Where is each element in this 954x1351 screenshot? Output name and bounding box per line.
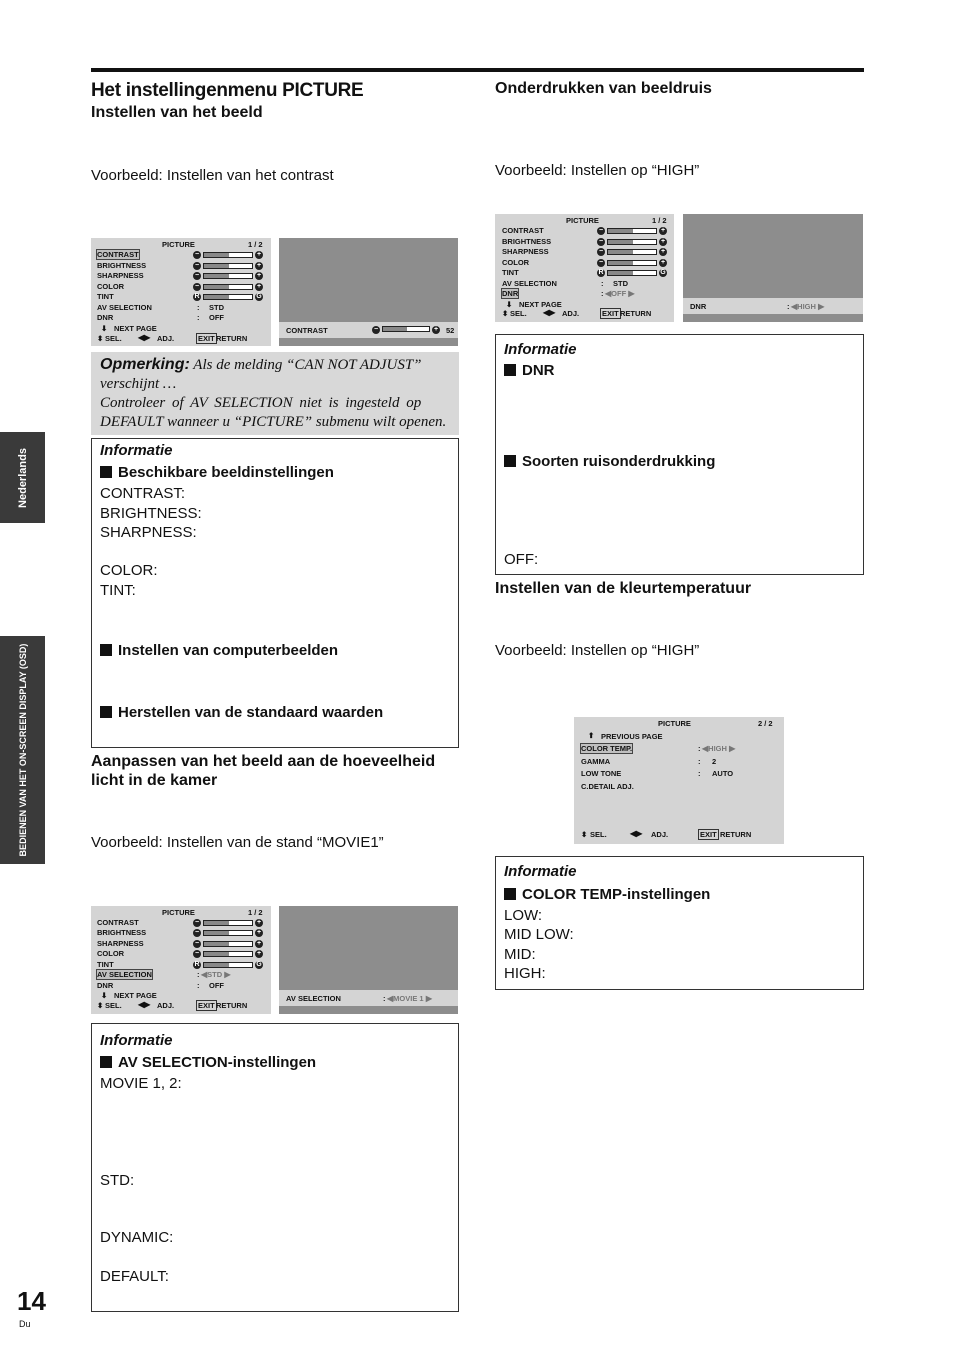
- dnr-value: [605, 289, 635, 298]
- right-arrow-icon: ▶: [222, 970, 231, 979]
- info-heading-text: Instellen van computerbeelden: [118, 642, 339, 659]
- section-heading-room-light-1: Aanpassen van het beeld aan de hoeveelheid: [91, 753, 436, 770]
- info-tint: TINT:: [100, 582, 136, 599]
- osd-item-color: COLOR: [502, 258, 530, 267]
- color-temp-value: [702, 744, 735, 753]
- osd-page: 1 / 2: [652, 216, 667, 225]
- osd-item-av-selection: AV SELECTION: [97, 303, 152, 312]
- info-heading-text: DNR: [522, 362, 555, 379]
- dnr-value-text: OFF: [611, 289, 627, 298]
- left-arrow-icon: ◀: [702, 744, 709, 753]
- osd-item-brightness: BRIGHTNESS: [502, 237, 552, 246]
- info-default: DEFAULT:: [100, 1268, 169, 1285]
- slider-sharpness: − +: [598, 248, 666, 255]
- info-sharpness: SHARPNESS:: [100, 524, 197, 541]
- osd-item-sharpness: SHARPNESS: [502, 247, 549, 256]
- leftright-arrow-icon: ◀▶: [630, 829, 643, 838]
- osd-menu-contrast: [91, 238, 271, 346]
- section-heading-room-light-2: licht in de kamer: [91, 772, 218, 789]
- osd-exit: EXIT: [198, 334, 215, 343]
- info-high: HIGH:: [504, 965, 546, 982]
- previous-page-arrow-icon: ⬆: [588, 731, 595, 740]
- right-arrow-icon: ▶: [626, 289, 635, 298]
- osd-colon: :: [601, 279, 604, 288]
- example-movie1: Voorbeeld: Instellen van de stand “MOVIE1”: [91, 834, 384, 851]
- osd-item-brightness: BRIGHTNESS: [97, 261, 147, 270]
- osd-sel: SEL.: [105, 334, 122, 343]
- osd-return: RETURN: [620, 309, 652, 318]
- info-movie: MOVIE 1, 2:: [100, 1075, 182, 1092]
- info-midlow: MID LOW:: [504, 926, 574, 943]
- left-arrow-icon: ◀: [791, 302, 798, 311]
- left-arrow-icon: ◀: [605, 289, 612, 298]
- info-color: COLOR:: [100, 562, 158, 579]
- osd-exit: EXIT: [700, 830, 717, 839]
- osd-previous-page: PREVIOUS PAGE: [601, 732, 663, 741]
- header-rule: [91, 68, 864, 72]
- osd-value-std: STD: [209, 303, 224, 312]
- info-heading-dnr: [504, 362, 555, 379]
- osd-title: PICTURE: [162, 240, 195, 249]
- slider-color: − +: [598, 259, 666, 266]
- bullet-square-icon: [100, 706, 112, 718]
- osd-item-contrast: CONTRAST: [97, 918, 139, 927]
- osd-item-dnr: DNR: [502, 289, 519, 298]
- note-line3: Controleer of AV SELECTION niet is ingesteld op: [100, 395, 422, 411]
- osd-menu-av-selection: [91, 906, 271, 1014]
- osd-return: RETURN: [216, 1001, 248, 1010]
- osd-item-av-selection: AV SELECTION: [97, 970, 152, 979]
- osd-item-gamma: GAMMA: [581, 757, 611, 766]
- osd-value-std: STD: [613, 279, 628, 288]
- osd-title: PICTURE: [658, 719, 691, 728]
- osd-item-dnr: DNR: [97, 313, 114, 322]
- osd-adj: ADJ.: [157, 334, 175, 343]
- strip-value-text: MOVIE 1: [393, 994, 424, 1003]
- strip-value: [791, 302, 824, 311]
- side-tab-language-label: Nederlands: [16, 447, 29, 508]
- osd-strip-av-selection: [279, 990, 458, 1006]
- osd-page: 1 / 2: [248, 240, 263, 249]
- osd-title: PICTURE: [566, 216, 599, 225]
- osd-next-page: NEXT PAGE: [114, 991, 157, 1000]
- strip-label: AV SELECTION: [286, 994, 341, 1003]
- strip-value-text: HIGH: [797, 302, 816, 311]
- info-heading-computer: [100, 642, 338, 659]
- osd-strip-dnr: [683, 298, 863, 314]
- low-tone-value: AUTO: [712, 769, 734, 778]
- updown-arrow-icon: ⬍: [97, 334, 104, 343]
- bullet-square-icon: [504, 888, 516, 900]
- osd-item-contrast: CONTRAST: [97, 250, 139, 259]
- osd-adj: ADJ.: [157, 1001, 175, 1010]
- page-title: Het instellingenmenu PICTURE: [91, 80, 364, 101]
- osd-item-brightness: BRIGHTNESS: [97, 928, 147, 937]
- note-box: [91, 352, 459, 435]
- osd-return: RETURN: [216, 334, 248, 343]
- info-heading-available: [100, 464, 334, 481]
- slider-tint: R G: [598, 269, 666, 276]
- av-value-text: STD: [207, 970, 223, 979]
- slider-brightness: − +: [194, 929, 262, 936]
- bullet-square-icon: [504, 364, 516, 376]
- osd-sel: SEL.: [510, 309, 527, 318]
- osd-colon: :: [698, 757, 701, 766]
- screen-preview-dnr: [683, 214, 863, 322]
- bullet-square-icon: [100, 1056, 112, 1068]
- osd-item-dnr: DNR: [97, 981, 114, 990]
- osd-item-cdetail: C.DETAIL ADJ.: [581, 782, 634, 791]
- info-title: Informatie: [100, 442, 173, 459]
- note-line2: verschijnt …: [100, 376, 177, 392]
- side-tab-section: [0, 636, 45, 864]
- bullet-square-icon: [100, 644, 112, 656]
- info-low: LOW:: [504, 907, 543, 924]
- osd-sel: SEL.: [105, 1001, 122, 1010]
- osd-value-off: OFF: [209, 981, 224, 990]
- av-selection-value: [201, 970, 231, 979]
- osd-next-page: NEXT PAGE: [114, 324, 157, 333]
- slider-color: − +: [194, 283, 262, 290]
- language-code: Du: [19, 1319, 31, 1329]
- info-box-color-temp: [495, 856, 864, 990]
- osd-item-contrast: CONTRAST: [502, 226, 544, 235]
- osd-colon: :: [383, 994, 386, 1003]
- osd-strip-contrast: CONTRAST − + 52: [279, 322, 458, 338]
- gamma-value: 2: [712, 757, 717, 766]
- right-arrow-icon: ▶: [423, 994, 432, 1003]
- right-arrow-icon: ▶: [815, 302, 825, 311]
- slider-tint: R G: [194, 961, 262, 968]
- slider-contrast: − +: [598, 227, 666, 234]
- contrast-value: 52: [446, 326, 455, 335]
- example-high-color-temp: Voorbeeld: Instellen op “HIGH”: [495, 642, 700, 659]
- section-heading-noise: Onderdrukken van beeldruis: [495, 80, 712, 97]
- info-heading-reset: [100, 704, 383, 721]
- info-title: Informatie: [100, 1032, 173, 1049]
- next-page-arrow-icon: ⬇: [101, 324, 108, 333]
- info-heading-text: Soorten ruisonderdrukking: [522, 453, 716, 470]
- osd-exit: EXIT: [602, 309, 619, 318]
- side-tab-language: [0, 432, 45, 523]
- info-box-picture: [91, 438, 459, 748]
- info-heading-text: Herstellen van de standaard waarden: [118, 704, 384, 721]
- example-contrast: Voorbeeld: Instellen van het contrast: [91, 167, 334, 184]
- info-heading-color-temp: [504, 886, 710, 903]
- info-brightness: BRIGHTNESS:: [100, 505, 202, 522]
- left-arrow-icon: ◀: [201, 970, 208, 979]
- info-heading-text: Beschikbare beeldinstellingen: [118, 464, 334, 481]
- page-number: 14: [17, 1286, 46, 1316]
- osd-colon: :: [787, 302, 790, 311]
- info-heading-noise-types: [504, 453, 715, 470]
- updown-arrow-icon: ⬍: [581, 830, 588, 839]
- osd-title: PICTURE: [162, 908, 195, 917]
- slider-brightness: − +: [194, 262, 262, 269]
- slider-contrast: − +: [194, 919, 262, 926]
- note-label: Opmerking:: [100, 356, 190, 373]
- osd-item-low-tone: LOW TONE: [581, 769, 622, 778]
- slider-contrast: − +: [194, 251, 262, 258]
- slider-sharpness: − +: [194, 940, 262, 947]
- strip-label: DNR: [690, 302, 707, 311]
- info-title: Informatie: [504, 341, 577, 358]
- osd-sel: SEL.: [590, 830, 607, 839]
- left-arrow-icon: ◀: [387, 994, 394, 1003]
- osd-page: 2 / 2: [758, 719, 773, 728]
- info-box-av-selection: [91, 1023, 459, 1312]
- osd-item-color-temp: COLOR TEMP.: [581, 744, 633, 753]
- bullet-square-icon: [504, 455, 516, 467]
- slider-brightness: − +: [598, 238, 666, 245]
- osd-item-av-selection: AV SELECTION: [502, 279, 557, 288]
- slider-tint: R G: [194, 293, 262, 300]
- slider-sharpness: − +: [194, 272, 262, 279]
- osd-item-tint: TINT: [97, 960, 114, 969]
- osd-colon: :: [698, 769, 701, 778]
- osd-colon: :: [197, 313, 200, 322]
- section-heading-picture: Instellen van het beeld: [91, 104, 263, 121]
- bullet-square-icon: [100, 466, 112, 478]
- strip-label: CONTRAST: [286, 326, 328, 335]
- info-mid: MID:: [504, 946, 536, 963]
- updown-arrow-icon: ⬍: [502, 309, 509, 318]
- leftright-arrow-icon: ◀▶: [543, 308, 556, 317]
- osd-adj: ADJ.: [562, 309, 580, 318]
- info-contrast: CONTRAST:: [100, 485, 186, 502]
- info-off: OFF:: [504, 551, 539, 568]
- side-tab-section-label: BEDIENEN VAN HET ON-SCREEN DISPLAY (OSD): [17, 643, 28, 857]
- info-dynamic: DYNAMIC:: [100, 1229, 174, 1246]
- osd-return: RETURN: [720, 830, 752, 839]
- info-heading-av: [100, 1054, 316, 1071]
- osd-item-color: COLOR: [97, 282, 125, 291]
- osd-colon: :: [601, 289, 604, 298]
- section-heading-color-temp: Instellen van de kleurtemperatuur: [495, 580, 752, 597]
- info-title: Informatie: [504, 863, 577, 880]
- next-page-arrow-icon: ⬇: [101, 991, 108, 1000]
- info-std: STD:: [100, 1172, 135, 1189]
- updown-arrow-icon: ⬍: [97, 1001, 104, 1010]
- info-box-dnr: [495, 334, 864, 575]
- osd-item-tint: TINT: [97, 292, 114, 301]
- osd-page: 1 / 2: [248, 908, 263, 917]
- osd-item-color: COLOR: [97, 949, 125, 958]
- osd-item-sharpness: SHARPNESS: [97, 271, 144, 280]
- osd-colon: :: [698, 744, 701, 753]
- osd-item-sharpness: SHARPNESS: [97, 939, 144, 948]
- leftright-arrow-icon: ◀▶: [138, 333, 151, 342]
- osd-value-off: OFF: [209, 313, 224, 322]
- slider-color: − +: [194, 950, 262, 957]
- osd-menu-page2: [574, 717, 784, 844]
- note-line4: DEFAULT wanneer u “PICTURE” submenu wilt openen.: [100, 414, 447, 430]
- next-page-arrow-icon: ⬇: [506, 300, 513, 309]
- osd-item-tint: TINT: [502, 268, 519, 277]
- screen-preview-contrast: [279, 238, 458, 346]
- osd-exit: EXIT: [198, 1001, 215, 1010]
- osd-adj: ADJ.: [651, 830, 669, 839]
- right-arrow-icon: ▶: [726, 744, 736, 753]
- strip-value: [387, 994, 432, 1003]
- osd-colon: :: [197, 981, 200, 990]
- info-heading-text: COLOR TEMP-instellingen: [522, 886, 711, 903]
- osd-menu-dnr: [495, 214, 674, 322]
- info-heading-text: AV SELECTION-instellingen: [118, 1054, 317, 1071]
- leftright-arrow-icon: ◀▶: [138, 1000, 151, 1009]
- example-high-dnr: Voorbeeld: Instellen op “HIGH”: [495, 162, 700, 179]
- osd-colon: :: [197, 303, 200, 312]
- color-temp-value-text: HIGH: [708, 744, 727, 753]
- osd-next-page: NEXT PAGE: [519, 300, 562, 309]
- note-line1: Als de melding “CAN NOT ADJUST”: [193, 357, 422, 373]
- osd-colon: :: [197, 970, 200, 979]
- screen-preview-av-selection: [279, 906, 458, 1014]
